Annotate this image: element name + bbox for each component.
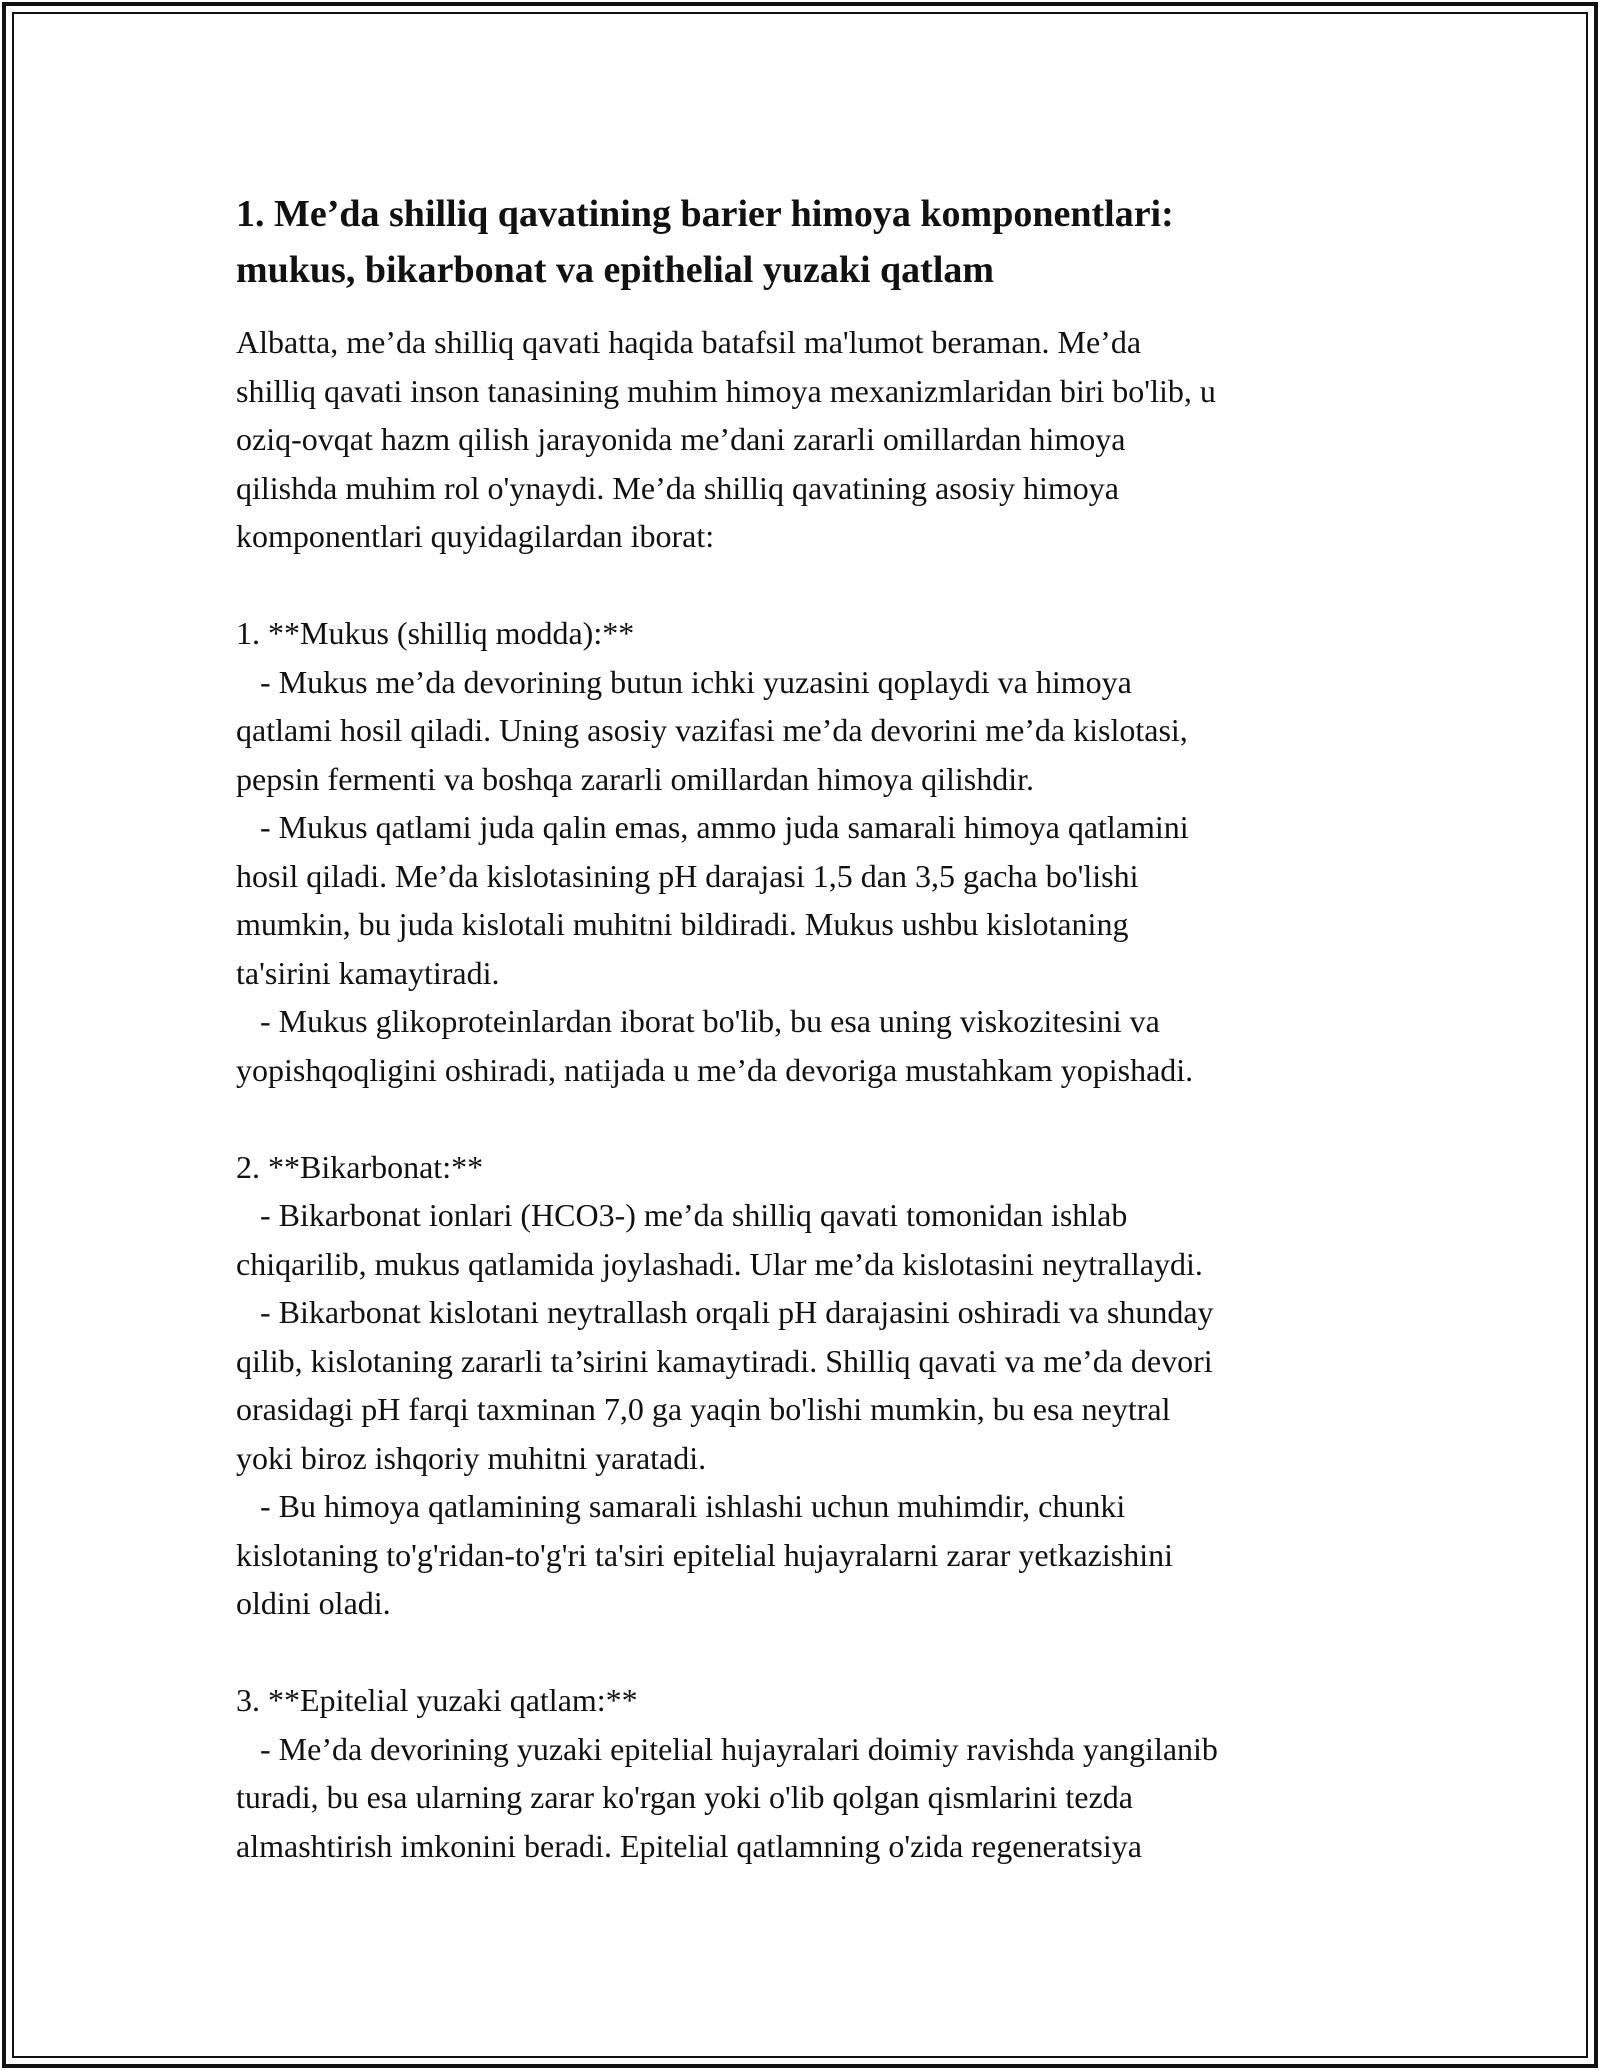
section-heading [236,186,1376,298]
blank-line [236,1094,1376,1143]
text-line: orasidagi pH farqi taxminan 7,0 ga yaqin bo'lishi mumkin, bu esa neytral [236,1391,1171,1427]
text-line: qilib, kislotaning zararli ta’sirini kamaytiradi. Shilliq qavati va me’da devori [236,1342,1213,1379]
text-line: 2. **Bikarbonat:** [236,1148,484,1185]
text-line: - Bikarbonat ionlari (HCO3-) me’da shilliq qavati tomonidan ishlab [236,1197,1128,1233]
heading-line: mukus, bikarbonat va epithelial yuzaki qatlam [236,249,995,291]
text-line: 3. **Epitelial yuzaki qatlam:** [236,1682,638,1718]
text-line: Albatta, me’da shilliq qavati haqida batafsil ma'lumot beraman. Me’da [236,324,1142,360]
text-line: qatlami hosil qiladi. Uning asosiy vazifasi me’da devorini me’da kislotasi, [236,712,1188,748]
text-line: - Mukus glikoproteinlardan iborat bo'lib, bu esa uning viskozitesini va [236,1003,1160,1039]
text-line: shilliq qavati inson tanasining muhim himoya mexanizmlaridan biri bo'lib, u [236,372,1216,409]
text-line: kislotaning to'g'ridan-to'g'ri ta'siri epitelial hujayralarni zarar yetkazishini [236,1536,1173,1573]
text-line: mumkin, bu juda kislotali muhitni bildiradi. Mukus ushbu kislotaning [236,906,1129,942]
text-line: ta'sirini kamaytiradi. [236,954,500,991]
text-line: oldini oladi. [236,1585,391,1621]
text-line: qilishda muhim rol o'ynaydi. Me’da shilliq qavatining asosiy himoya [236,469,1119,506]
text-line: yopishqoqligini oshiradi, natijada u me’da devoriga mustahkam yopishadi. [236,1051,1194,1088]
text-line: turadi, bu esa ularning zarar ko'rgan yoki o'lib qolgan qismlarini tezda [236,1779,1133,1815]
text-line: - Me’da devorining yuzaki epitelial hujayralari doimiy ravishda yangilanib [236,1730,1218,1767]
text-line: oziq-ovqat hazm qilish jarayonida me’dani zararli omillardan himoya [236,421,1126,457]
text-line: hosil qiladi. Me’da kislotasining pH darajasi 1,5 dan 3,5 gacha bo'lishi [236,857,1139,894]
text-line: - Mukus me’da devorining butun ichki yuzasini qoplaydi va himoya [236,663,1132,700]
heading-line: 1. Me’da shilliq qavatining barier himoya komponentlari: [236,193,1174,235]
document-content [236,186,1376,1870]
text-line: pepsin fermenti va boshqa zararli omillardan himoya qilishdir. [236,760,1035,797]
text-line: chiqarilib, mukus qatlamida joylashadi. Ular me’da kislotasini neytrallaydi. [236,1245,1203,1282]
text-line: - Bikarbonat kislotani neytrallash orqali pH darajasini oshiradi va shunday [236,1294,1214,1330]
text-line: almashtirish imkonini beradi. Epitelial qatlamning o'zida regeneratsiya [236,1827,1142,1864]
blank-line [236,561,1376,610]
text-line: - Bu himoya qatlamining samarali ishlashi uchun muhimdir, chunki [236,1488,1126,1524]
text-line: 1. **Mukus (shilliq modda):** [236,615,635,651]
text-line: yoki biroz ishqoriy muhitni yaratadi. [236,1439,707,1476]
text-line: komponentlari quyidagilardan iborat: [236,518,715,554]
body-text [236,318,1376,1870]
blank-line [236,1628,1376,1677]
text-line: - Mukus qatlami juda qalin emas, ammo juda samarali himoya qatlamini [236,809,1189,845]
